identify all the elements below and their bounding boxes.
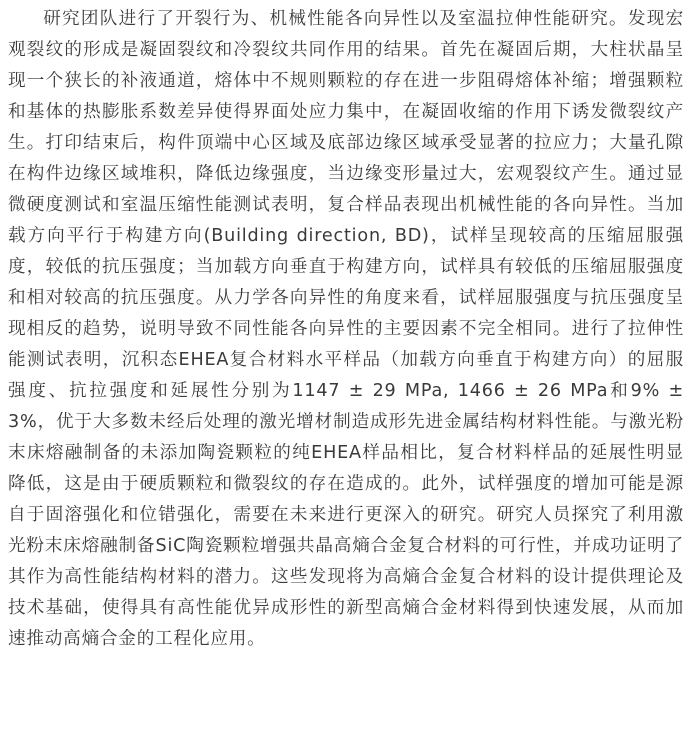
article-paragraph: 研究团队进行了开裂行为、机械性能各向异性以及室温拉伸性能研究。发现宏观裂纹的形成是凝固裂纹和冷裂纹共同作用的结果。首先在凝固后期，大柱状晶呈现一个狭长的补液通道，熔体中不规则颗粒的存在进一步阻碍熔体补缩；增强颗粒和基体的热膨胀系数差异使得界面处应力集中，在凝固收缩的作用下诱发微裂纹产生。打印结束后，构件顶端中心区域及底部边缘区域承受显著的拉应力；大量孔隙在构件边缘区域堆积，降低边缘强度，当边缘变形量过大，宏观裂纹产生。通过显微硬度测试和室温压缩性能测试表明，复合样品表现出机械性能的各向异性。当加载方向平行于构建方向(Building direction, BD)，试样呈现较高的压缩屈服强度，较低的抗压强度；当加载方向垂直于构建方向，试样具有较低的压缩屈服强度和相对较高的抗压强度。从力学各向异性的角度来看，试样屈服强度与抗压强度呈现相反的趋势，说明导致不同性能各向异性的主要因素不完全相同。进行了拉伸性能测试表明，沉积态EHEA复合材料水平样品（加载方向垂直于构建方向）的屈服强度、抗拉强度和延展性分别为1147 ± 29 MPa, 1466 ± 26 MPa和9% ± 3%，优于大多数未经后处理的激光增材制造成形先进金属结构材料性能。与激光粉末床熔融制备的未添加陶瓷颗粒的纯EHEA样品相比，复合材料样品的延展性明显降低，这是由于硬质颗粒和微裂纹的存在造成的。此外，试样强度的增加可能是源自于固溶强化和位错强化，需要在未来进行更深入的研究。研究人员探究了利用激光粉末床熔融制备SiC陶瓷颗粒增强共晶高熵合金复合材料的可行性，并成功证明了其作为高性能结构材料的潜力。这些发现将为高熵合金复合材料的设计提供理论及技术基础，使得具有高性能优异成形性的新型高熵合金材料得到快速发展，从而加速推动高熵合金的工程化应用。 — [8, 9, 684, 649]
